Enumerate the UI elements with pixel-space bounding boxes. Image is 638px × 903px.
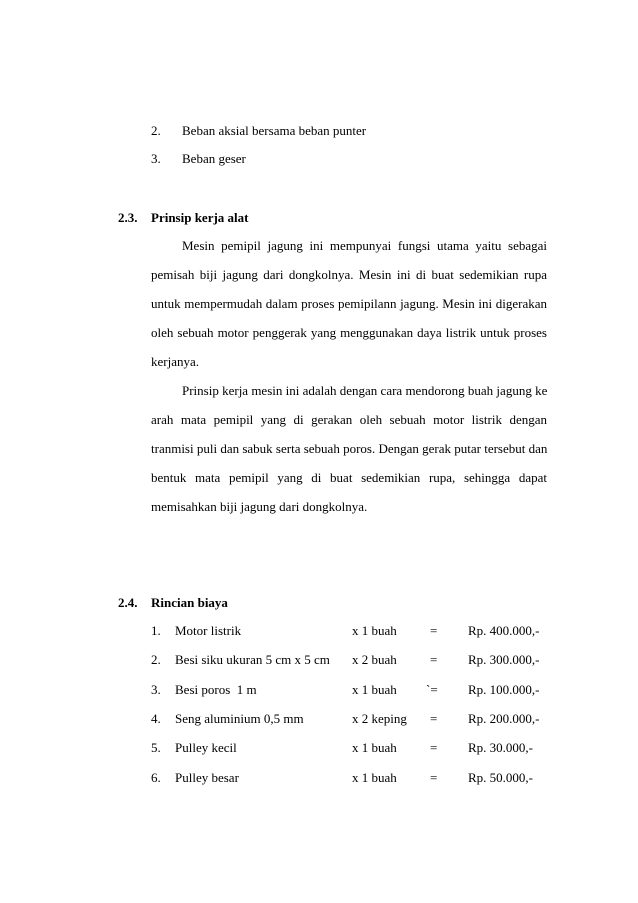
cost-number: 3. (151, 682, 161, 697)
cost-qty: x 1 buah (352, 682, 397, 697)
cost-name: Seng aluminium 0,5 mm (175, 711, 304, 726)
cost-price: Rp. 300.000,- (468, 652, 540, 667)
cost-equals: = (430, 740, 438, 755)
cost-name: Pulley kecil (175, 740, 237, 755)
paragraph-line: memisahkan biji jagung dari dongkolnya. (151, 499, 368, 514)
cost-equals: = (430, 652, 438, 667)
cost-name: Besi poros 1 m (175, 682, 257, 697)
cost-number: 5. (151, 740, 161, 755)
cost-qty: x 1 buah (352, 740, 397, 755)
cost-qty: x 2 keping (352, 711, 407, 726)
paragraph-line: kerjanya. (151, 354, 200, 369)
section-title: Prinsip kerja alat (151, 210, 249, 225)
list-item-number: 2. (151, 123, 161, 138)
cost-price: Rp. 50.000,- (468, 770, 533, 785)
cost-equals: `= (426, 682, 438, 697)
paragraph-line: oleh sebuah motor penggerak yang menggunakan daya listrik untuk proses (151, 325, 547, 340)
cost-equals: = (430, 711, 438, 726)
cost-qty: x 1 buah (352, 770, 397, 785)
list-item-number: 3. (151, 151, 161, 166)
cost-equals: = (430, 623, 438, 638)
cost-price: Rp. 30.000,- (468, 740, 533, 755)
cost-qty: x 2 buah (352, 652, 397, 667)
cost-price: Rp. 400.000,- (468, 623, 540, 638)
cost-number: 1. (151, 623, 161, 638)
cost-qty: x 1 buah (352, 623, 397, 638)
section-title: Rincian biaya (151, 595, 228, 610)
paragraph-line: tranmisi puli dan sabuk serta sebuah poros. Dengan gerak putar tersebut dan (151, 441, 548, 456)
cost-number: 4. (151, 711, 161, 726)
cost-name: Pulley besar (175, 770, 239, 785)
paragraph-line: bentuk mata pemipil yang di buat sedemikian rupa, sehingga dapat (151, 470, 547, 485)
cost-number: 2. (151, 652, 161, 667)
list-item-text: Beban aksial bersama beban punter (182, 123, 367, 138)
cost-price: Rp. 100.000,- (468, 682, 540, 697)
list-item-text: Beban geser (182, 151, 246, 166)
cost-name: Besi siku ukuran 5 cm x 5 cm (175, 652, 330, 667)
paragraph-line: pemisah biji jagung dari dongkolnya. Mesin ini di buat sedemikian rupa (151, 267, 547, 282)
section-number: 2.3. (118, 210, 138, 225)
paragraph-line: Mesin pemipil jagung ini mempunyai fungsi utama yaitu sebagai (182, 238, 547, 253)
paragraph-line: untuk mempermudah dalam proses pemipilann jagung. Mesin ini digerakan (151, 296, 547, 311)
cost-name: Motor listrik (175, 623, 242, 638)
cost-price: Rp. 200.000,- (468, 711, 540, 726)
cost-number: 6. (151, 770, 161, 785)
paragraph-line: Prinsip kerja mesin ini adalah dengan cara mendorong buah jagung ke (182, 383, 548, 398)
cost-equals: = (430, 770, 438, 785)
section-number: 2.4. (118, 595, 138, 610)
paragraph-line: arah mata pemipil yang di gerakan oleh sebuah motor listrik dengan (151, 412, 547, 427)
